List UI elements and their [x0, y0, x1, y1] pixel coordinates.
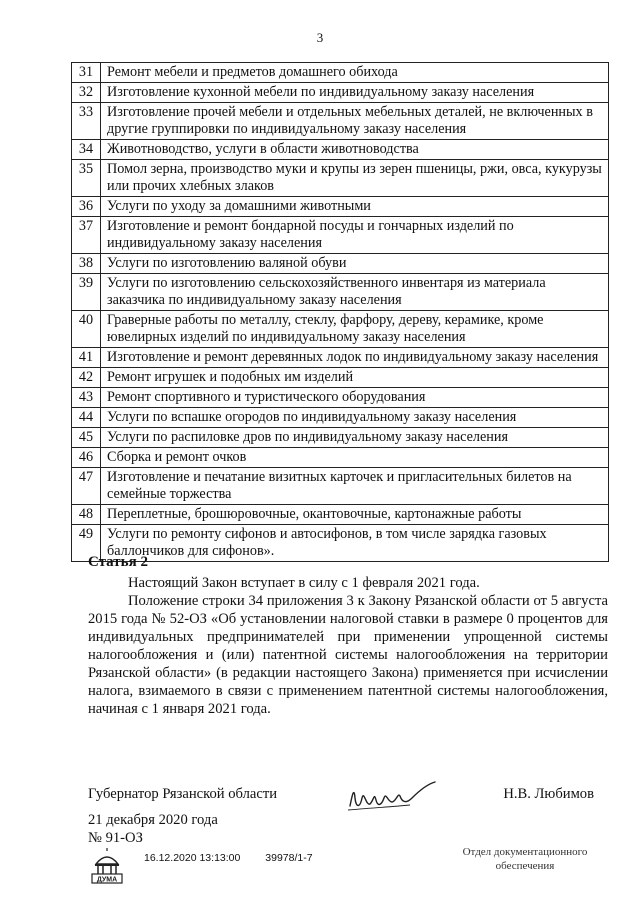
table-row — [72, 254, 609, 274]
row-text: Граверные работы по металлу, стеклу, фарфору, дереву, керамике, кроме ювелирных изделий по индивидуальному заказу населения — [101, 311, 609, 348]
row-number: 32 — [72, 83, 101, 103]
law-number: № 91-ОЗ — [88, 830, 143, 846]
table-row — [72, 428, 609, 448]
row-text: Изготовление и ремонт деревянных лодок по индивидуальному заказу населения — [101, 348, 609, 368]
row-text: Ремонт игрушек и подобных им изделий — [101, 368, 609, 388]
row-number: 48 — [72, 505, 101, 525]
article-paragraph-2: Положение строки 34 приложения 3 к Закону Рязанской области от 5 августа 2015 года № 52-ОЗ «Об установлении налоговой ставки в размере 0 процентов для индивидуальных предпринимателей при применении упрощенной системы налогообложения и (или) патентной системы налогообложения на территории Рязанской области» (в редакции настоящего Закона) применяется при исчислении налога, взимаемого в связи с применением патентной системы налогообложения, начиная с 1 января 2021 года. — [88, 593, 608, 717]
row-text: Услуги по изготовлению сельскохозяйственного инвентаря из материала заказчика по индивидуальному заказу населения — [101, 274, 609, 311]
row-number: 31 — [72, 63, 101, 83]
row-text: Ремонт спортивного и туристического оборудования — [101, 388, 609, 408]
row-number: 38 — [72, 254, 101, 274]
row-text: Животноводство, услуги в области животноводства — [101, 140, 609, 160]
row-text: Переплетные, брошюровочные, окантовочные, картонажные работы — [101, 505, 609, 525]
signatory-name: Н.В. Любимов — [503, 786, 594, 802]
row-number: 33 — [72, 103, 101, 140]
table-row — [72, 388, 609, 408]
article-2 — [88, 553, 608, 718]
row-number: 41 — [72, 348, 101, 368]
registration-timestamp: 16.12.2020 13:13:00 — [144, 852, 241, 864]
row-number: 34 — [72, 140, 101, 160]
row-number: 47 — [72, 468, 101, 505]
handwritten-signature — [340, 778, 440, 818]
department-stamp-line1: Отдел документационного — [462, 846, 588, 858]
table-row — [72, 63, 609, 83]
row-text: Изготовление прочей мебели и отдельных мебельных деталей, не включенных в другие группировки по индивидуальному заказу населения — [101, 103, 609, 140]
row-text: Услуги по вспашке огородов по индивидуальному заказу населения — [101, 408, 609, 428]
row-number: 42 — [72, 368, 101, 388]
row-number: 49 — [72, 525, 101, 562]
duma-logo-text: ДУМА — [96, 876, 118, 884]
table-row — [72, 368, 609, 388]
row-number: 45 — [72, 428, 101, 448]
table-row — [72, 274, 609, 311]
row-text: Изготовление кухонной мебели по индивидуальному заказу населения — [101, 83, 609, 103]
signatory-position: Губернатор Рязанской области — [88, 786, 278, 802]
department-stamp-line2: обеспечения — [495, 860, 555, 872]
table-row — [72, 408, 609, 428]
registration-id: 39978/1-7 — [265, 852, 313, 864]
table-row — [72, 217, 609, 254]
row-text: Сборка и ремонт очков — [101, 448, 609, 468]
table-row — [72, 448, 609, 468]
table-row — [72, 83, 609, 103]
row-text: Изготовление и печатание визитных карточек и пригласительных билетов на семейные торжества — [101, 468, 609, 505]
row-number: 37 — [72, 217, 101, 254]
table-row — [72, 197, 609, 217]
row-text: Услуги по изготовлению валяной обуви — [101, 254, 609, 274]
department-stamp — [440, 845, 610, 873]
activities-table — [71, 62, 609, 562]
table-row — [72, 160, 609, 197]
table-row — [72, 348, 609, 368]
row-number: 36 — [72, 197, 101, 217]
row-text: Услуги по ремонту сифонов и автосифонов, в том числе зарядка газовых баллончиков для сифонов». — [101, 525, 609, 562]
page-number: 3 — [316, 30, 324, 45]
row-number: 39 — [72, 274, 101, 311]
signing-date: 21 декабря 2020 года — [88, 812, 218, 828]
row-text: Услуги по уходу за домашними животными — [101, 197, 609, 217]
row-text: Изготовление и ремонт бондарной посуды и гончарных изделий по индивидуальному заказу населения — [101, 217, 609, 254]
row-text: Услуги по распиловке дров по индивидуальному заказу населения — [101, 428, 609, 448]
row-number: 44 — [72, 408, 101, 428]
row-number: 46 — [72, 448, 101, 468]
duma-logo — [90, 848, 124, 884]
table-row — [72, 468, 609, 505]
table-row — [72, 505, 609, 525]
article-paragraph-1: Настоящий Закон вступает в силу с 1 февраля 2021 года. — [128, 575, 480, 591]
registration-stamp — [144, 852, 335, 864]
table-row — [72, 103, 609, 140]
row-number: 40 — [72, 311, 101, 348]
row-number: 35 — [72, 160, 101, 197]
row-number: 43 — [72, 388, 101, 408]
article-title: Статья 2 — [88, 554, 148, 570]
table-row — [72, 311, 609, 348]
activities-table-body — [72, 63, 609, 562]
table-row — [72, 140, 609, 160]
row-text: Помол зерна, производство муки и крупы из зерен пшеницы, ржи, овса, кукурузы или прочих хлебных злаков — [101, 160, 609, 197]
row-text: Ремонт мебели и предметов домашнего обихода — [101, 63, 609, 83]
